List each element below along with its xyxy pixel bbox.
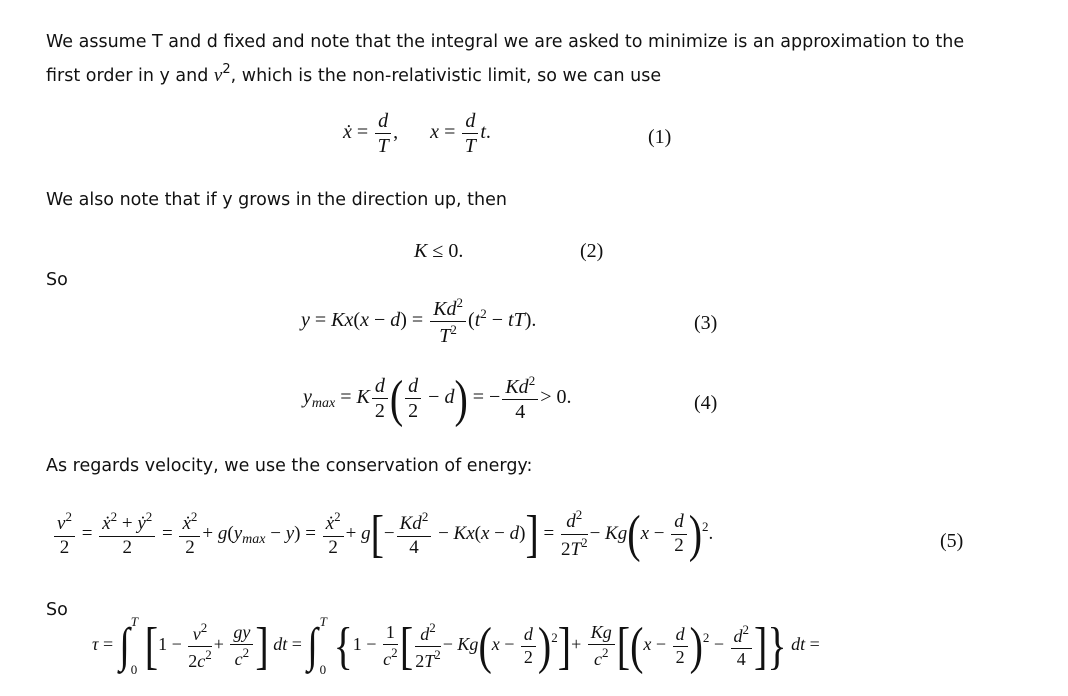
fraction: $\frac{Kd^2}{T^2}$ [430,296,466,347]
equation-2: K ≤ 0. [414,240,464,262]
fraction: $\frac{Kd^2}{4}$ [397,510,432,559]
equation-1: ẋ = $\frac{d}{T}$ , x = $\frac{d}{T}$ t. [343,110,491,157]
fraction: $\frac{ẋ^2 + ẏ^2}{2}$ [99,510,155,559]
equation-5: $\frac{v^2}{2}$ = $\frac{ẋ^2 + ẏ^2}{2}$ = $\frac{ẋ^2}{2}$ + $g(y_{max} - y)$ = $\frac{ẋ^2}{2}$ + g[− $\frac{Kd^2}{4}$ − Kx(x − d)] = $\frac{d^2}{2T^2}$ − Kg(x − $\frac{d}{2}$ )$^2$. [52,508,713,561]
also-note-paragraph: We also note that if y grows in the direction up, then [46,190,507,210]
equation-3: y = Kx(x − d) = $\frac{Kd^2}{T^2}$ $(t^2 - tT)$. [301,295,537,347]
fraction: $\frac{d^2}{2T^2}$ [415,619,441,671]
integral-sign: ∫ [307,619,319,672]
fraction: $\frac{gy}{c^2}$ [230,623,253,670]
fraction: $\frac{d}{2}$ [673,625,688,668]
fraction: $\frac{d}{2}$ [671,512,687,557]
fraction: $\frac{d}{T}$ [375,110,391,157]
so-label-1: So [46,270,68,290]
fraction: $\frac{ẋ^2}{2}$ [179,510,200,559]
equation-1-label: (1) [648,126,672,148]
fraction: $\frac{d^2}{4}$ [731,623,753,670]
fraction: $\frac{Kd^2}{4}$ [502,374,538,423]
fraction: $\frac{d}{2}$ [372,375,388,422]
equation-5-label: (5) [940,530,964,552]
so-label-2: So [46,600,68,620]
equation-3-label: (3) [694,312,718,334]
fraction: $\frac{v^2}{2c^2}$ [188,619,212,671]
equation-6: τ = ∫ T 0 [1 − $\frac{v^2}{2c^2}$ + $\frac{gy}{c^2}$ ] dt = ∫ T 0 {1 − $\frac{1}{c^2}$ [ $\frac{d^2}{2T^2}$ − Kg(x − $\frac{d}{2}$ )$^2$]+ $\frac{Kg}{c^2}$ [(x − $\frac{d}{2}$ )$^2$ − $\frac{d^2}{4}$ ]} dt = [92,614,820,677]
velocity-paragraph: As regards velocity, we use the conservation of energy: [46,456,533,476]
fraction: $\frac{ẋ^2}{2}$ [323,510,344,559]
fraction: $\frac{v^2}{2}$ [54,510,75,559]
fraction: $\frac{d^2}{2T^2}$ [561,507,588,560]
fraction: $\frac{d}{2}$ [405,375,421,422]
integral-sign: ∫ [118,619,130,672]
intro-paragraph [46,28,964,90]
equation-4: $y_{max} = K$ $\frac{d}{2}$ ( $\frac{d}{2}$ − d) = − $\frac{Kd^2}{4}$ > 0. [303,368,572,428]
fraction: $\frac{d}{2}$ [521,625,536,668]
equation-2-label: (2) [580,240,604,262]
intro-line-1: We assume T and d fixed and note that the integral we are asked to minimize is an approximation to the [46,32,965,52]
intro-line-2: first order in y and $v^2$, which is the non-relativistic limit, so we can use [46,62,662,86]
fraction: $\frac{d}{T}$ [462,110,478,157]
fraction: $\frac{Kg}{c^2}$ [588,623,615,670]
equation-4-label: (4) [694,392,718,414]
fraction: $\frac{1}{c^2}$ [383,621,398,669]
